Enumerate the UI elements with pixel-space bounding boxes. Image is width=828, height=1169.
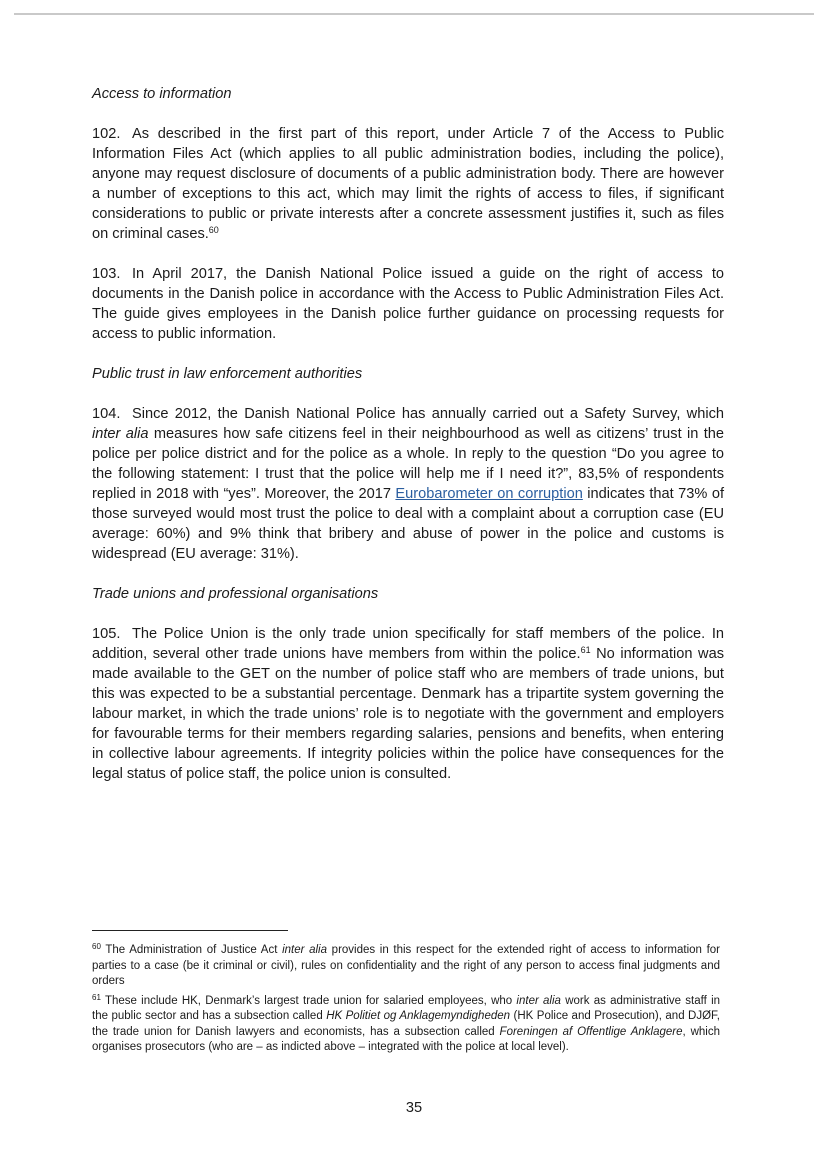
page-body <box>92 84 724 804</box>
top-divider <box>14 13 814 15</box>
italic-term: inter alia <box>516 994 561 1007</box>
paragraph-text: measures how safe citizens feel in their neighbourhood as well as citizens’ trust in the police per police district and for the police as a whole. In reply to the question “Do you agree to the following statement: I trust that the police will help me if I need it?”, 83,5% of respondents replied in 2018 with “yes”. Moreover, the 2017 <box>92 426 724 502</box>
footnote-ref-60[interactable]: 60 <box>208 225 219 235</box>
section-heading-access: Access to information <box>92 86 232 102</box>
paragraph-number: 105. <box>92 626 121 642</box>
paragraph-text: No information was made available to the GET on the number of police staff who are members of trade unions, but this was expected to be a substantial percentage. Denmark has a tripartite system governing the labour market, in which the trade unions’ role is to negotiate with the government and employers for favourable terms for their members regarding salaries, pensions and benefits, when entering in collective labour agreements. If integrity policies within the police have consequences for the legal status of police staff, the police union is consulted. <box>92 646 725 782</box>
footnote-text: The Administration of Justice Act <box>100 944 283 956</box>
footnotes <box>92 930 720 1060</box>
paragraph-number: 102. <box>92 126 121 142</box>
footnote-ref-61[interactable]: 61 <box>580 645 591 655</box>
paragraph-102 <box>92 124 724 244</box>
italic-term: Foreningen af Offentlige Anklagere <box>499 1025 683 1038</box>
footnote-divider <box>92 930 288 931</box>
footnote-text: provides in this respect for the extended right of access to information for parties to a case (be it criminal or civil), rules on confidentiality and the right of any person to access final judgments and orders <box>92 944 720 987</box>
paragraph-104 <box>92 404 724 564</box>
paragraph-text: In April 2017, the Danish National Police issued a guide on the right of access to documents in the Danish police in accordance with the Access to Public Administration Files Act. The guide gives employees in the Danish police further guidance on processing requests for access to public information. <box>92 266 724 342</box>
paragraph-number: 104. <box>92 406 121 422</box>
italic-term: HK Politiet og Anklagemyndigheden <box>326 1010 511 1022</box>
paragraph-105 <box>92 624 724 784</box>
footnote-text: , which organises prosecutors (who are – as indicted above – integrated with the police at local level). <box>92 1025 721 1053</box>
footnote-number: 61 <box>92 992 101 1002</box>
footnote-text: (HK Police and Prosecution), and DJØF, the trade union for Danish lawyers and economists, has a subsection called <box>92 1010 721 1038</box>
footnote-text: These include HK, Denmark’s largest trade union for salaried employees, who <box>100 994 517 1007</box>
page-number: 35 <box>405 1100 423 1116</box>
footnote-61 <box>92 994 720 1056</box>
italic-term: inter alia <box>92 426 149 442</box>
paragraph-text: indicates that 73% of those surveyed would most trust the police to deal with a complaint about a corruption case (EU average: 60%) and 9% think that bribery and abuse of power in the police and customs is widespread (EU average: 31%). <box>92 486 725 562</box>
paragraph-number: 103. <box>92 266 121 282</box>
italic-term: inter alia <box>282 944 328 956</box>
footnote-number: 60 <box>92 942 101 951</box>
paragraph-103 <box>92 264 724 344</box>
footnote-text: work as administrative staff in the public sector and has a subsection called <box>92 994 721 1022</box>
eurobarometer-link[interactable]: Eurobarometer on corruption <box>395 486 583 502</box>
footnote-60 <box>92 943 720 990</box>
paragraph-text: Since 2012, the Danish National Police has annually carried out a Safety Survey, which <box>132 406 724 422</box>
paragraph-text: The Police Union is the only trade union specifically for staff members of the police. In addition, several other trade unions have members from within the police. <box>92 626 724 662</box>
section-heading-unions: Trade unions and professional organisations <box>92 586 379 602</box>
paragraph-text: As described in the first part of this report, under Article 7 of the Access to Public Information Files Act (which applies to all public administration bodies, including the police), anyone may request disclosure of documents of a public administration body. There are however a number of exceptions to this act, which may limit the rights of access to files, if significant considerations to public or private interests after a concrete assessment justifies it, such as files on criminal cases. <box>92 126 724 242</box>
section-heading-trust: Public trust in law enforcement authorities <box>92 366 363 382</box>
